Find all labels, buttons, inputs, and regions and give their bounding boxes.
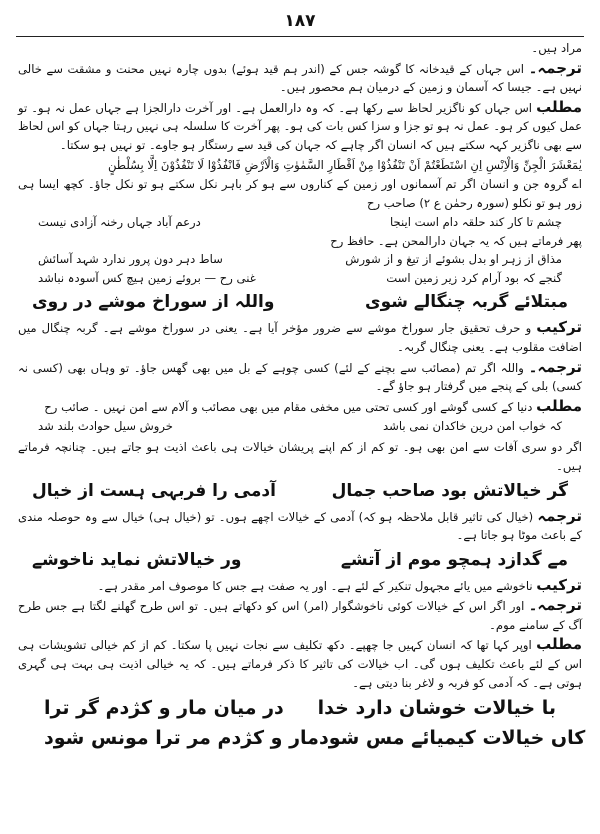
couplet-7 (14, 546, 586, 574)
hemistich-left: کہ خواب امن درین خاکدان نمی باشد (383, 419, 562, 434)
document-body-2 (14, 316, 586, 416)
document-body-4 (14, 505, 586, 545)
hemistich-right: آدمی را فربہی ہست از خیال (32, 480, 276, 501)
quran-verse: یٰمَعْشَرَ الْجِنِّ وَالْاِنْسِ اِنِ اسْتَطَعْتُمْ اَنْ تَنْفُذُوْا مِنْ اَقْطَارِ السَّمٰوٰتِ وَالْاَرْضِ فَانْفُذُوْا لَا تَنْفُذُوْنَ اِلَّا بِسُلْطٰنٍ (107, 157, 582, 172)
hemistich-right: ور خیالاتش نماید ناخوشے (32, 549, 242, 570)
paragraph-text: ناخوشے میں یائے مجہول تنکیر کے لئے ہے۔ اور یہ صفت ہے جس کا موصوف امر مقدر ہے۔ (97, 578, 533, 593)
paragraph-translation-1 (18, 59, 582, 97)
hemistich-left: چشم تا کار کند حلقہ دام است اینجا (389, 215, 562, 230)
paragraph-text: اوپر کہا تھا کہ انسان کہیں جا چھپے۔ دکھ تکلیف سے نجات نہیں پا سکتا۔ کم از کم خیالی تشویشات ہی اس کے لئے باعث تکلیف ہوں گی۔ اب خیالات کی تاثیر کا ذکر فرماتے ہیں۔ کہ یہ خیالی اذیت ہی بہت ہی گہری ہوتی ہے۔ کہ آدمی کو فربہ و لاغر بنا دیتی ہے۔ (18, 638, 582, 690)
couplet-3 (14, 269, 586, 288)
paragraph-text: اس جہاں کو ناگزیر لحاظ سے رکھا ہے۔ کہ وہ دارالعمل ہے۔ اور آخرت دارالجزا ہے جہاں عمل نہ ہو۔ تو عمل کیوں کر ہو۔ عمل نہ ہو تو جزا و سزا کس بات کی ہو۔ پھر آخرت کا سلسلہ ہی نہیں رہتا جہاں کو اس لحاظ سے بھی ناگزیر کہہ سکتے ہیں کہ انسان اگر چاہے کہ جہان کی قید سے رستگار ہو جاوے۔ تو نہیں ہو سکتا۔ (18, 100, 582, 152)
paragraph-text: دنیا کے کسی گوشے اور کسی تحتی میں مخفی مقام میں بھی مصائب و آلام سے امن نہیں ۔ صائب رح (44, 399, 533, 414)
paragraph-translation-3 (18, 507, 582, 545)
term-label: ترجمہ۔ (528, 357, 582, 376)
couplet-2 (14, 250, 586, 269)
paragraph-text: واللہ اگر تم (مصائب سے بچنے کے لئے) کسی چوہے کے بل میں بھی گھس جاؤ۔ تو وہاں بھی (کسی نہ کسی) بلی کے پنجے میں گرفتار ہو جاؤ گے۔ (18, 360, 582, 394)
couplet-5 (14, 417, 586, 436)
hemistich-left: با خیالات خوشان دارد خدا (317, 697, 556, 720)
term-label: مطلب (536, 635, 582, 654)
hemistich-left: گنجے کہ بود آرام کرد زیر زمین است (386, 271, 562, 286)
term-label: ترکیب (536, 575, 582, 594)
hemistich-right: در میان مار و کژدم گر ترا (44, 697, 284, 720)
hemistich-left: مے گدازد ہمچو موم از آتشے (340, 549, 568, 570)
paragraph-text: اس جہاں کے قیدخانہ کا گوشہ جس کے (اندر ہم قید ہوئے) بدوں چارہ نہیں محنت و مشقت سے خالی نہیں ہے۔ جیسا کہ آسمان و زمین کے درمیان ہم محصور ہیں۔ (18, 61, 582, 95)
page-number: ۱۸۷ (284, 11, 316, 31)
couplet-4 (14, 288, 586, 316)
hemistich-right: واللہ از سوراخ موشے در روی (32, 292, 275, 313)
hemistich-left: کاں خیالات کیمیائے مس شود (318, 727, 586, 750)
document-body-5 (14, 574, 586, 693)
couplet-9 (14, 723, 586, 753)
paragraph-grammar-2 (18, 576, 582, 596)
document-body-3 (14, 436, 586, 475)
couplet-8 (14, 693, 586, 723)
term-label: ترکیب (536, 318, 582, 337)
term-label: ترجمہ۔ (528, 596, 583, 615)
paragraph-meaning-2 (18, 397, 582, 417)
paragraph-text: (خیال کی تاثیر قابل ملاحظہ ہو کہ) آدمی کے خیالات اچھے ہوں۔ تو (خیال ہی) خیال سے وہ حوصلہ مندی کے باعث موٹا ہو جاتا ہے۔ (18, 509, 582, 543)
hemistich-left: مذاق از زہر او بدل بشوئے از تیغ و از شورش (345, 252, 562, 267)
term-label: ترجمہ (537, 506, 582, 525)
term-label: مطلب (536, 97, 582, 116)
note-line: پھر فرماتے ہیں کہ یہ جہان دارالمحن ہے۔ حافظ رح (330, 234, 582, 249)
verse-translation: اے گروہ جن و انسان اگر تم آسمانوں اور زمین کے کناروں سے ہو کر باہر نکل سکتے ہو تو نکل جاؤ۔ کچھ ایسا ہی زور ہو تو نکلو (سورہ رحمٰن ع ۲) صاحب رح (18, 177, 582, 210)
couplet-1 (14, 213, 586, 232)
couplet-6 (14, 477, 586, 505)
intro-line: مراد ہیں۔ (531, 41, 582, 55)
hemistich-right: خروش سیل حوادث بلند شد (38, 419, 173, 434)
hemistich-right: مار و کژدم مر ترا مونس شود (44, 727, 319, 750)
paragraph-grammar-1 (18, 318, 582, 356)
paragraph-meaning-3 (18, 635, 582, 692)
paragraph-text: اور اگر اس کے خیالات کوئی ناخوشگوار (امر) اس کو دکھاتے ہیں۔ تو اس طرح گھلنے لگتا ہے جس طرح آگ کے سامنے موم۔ (18, 599, 582, 632)
term-label: ترجمہ۔ (528, 58, 582, 77)
hemistich-left: مبتلائے گربہ چنگالے شوی (365, 292, 568, 313)
paragraph-meaning-1 (18, 98, 582, 155)
hemistich-right: غنی رح — بروئے زمین ہیچ کس آسودہ نباشد (38, 271, 256, 286)
paragraph-translation-4 (18, 596, 582, 634)
hemistich-right: ساط دہر دون پرور ندارد شہد آسائش (38, 252, 223, 267)
paragraph-translation-2 (18, 358, 582, 396)
paragraph-text: و حرف تحقیق جار سوراخ موشے سے ضرور مؤخر آیا ہے۔ یعنی در سوراخ موشے ہے۔ گربہ چنگال میں اضافت مقلوب ہے۔ یعنی چنگال گربہ۔ (18, 321, 582, 354)
hemistich-right: درعم آباد جہاں رخنہ آزادی نیست (38, 215, 201, 230)
term-label: مطلب (536, 396, 582, 415)
hemistich-left: گر خیالاتش بود صاحب جمال (331, 480, 568, 501)
document-body (14, 37, 586, 212)
paragraph-plain: اگر دو سری آفات سے امن بھی ہو۔ تو کم از کم اپنے پریشان خیالات ہی باعث اذیت ہو جاتے ہیں۔ چنانچہ فرماتے ہیں۔ (18, 440, 582, 473)
